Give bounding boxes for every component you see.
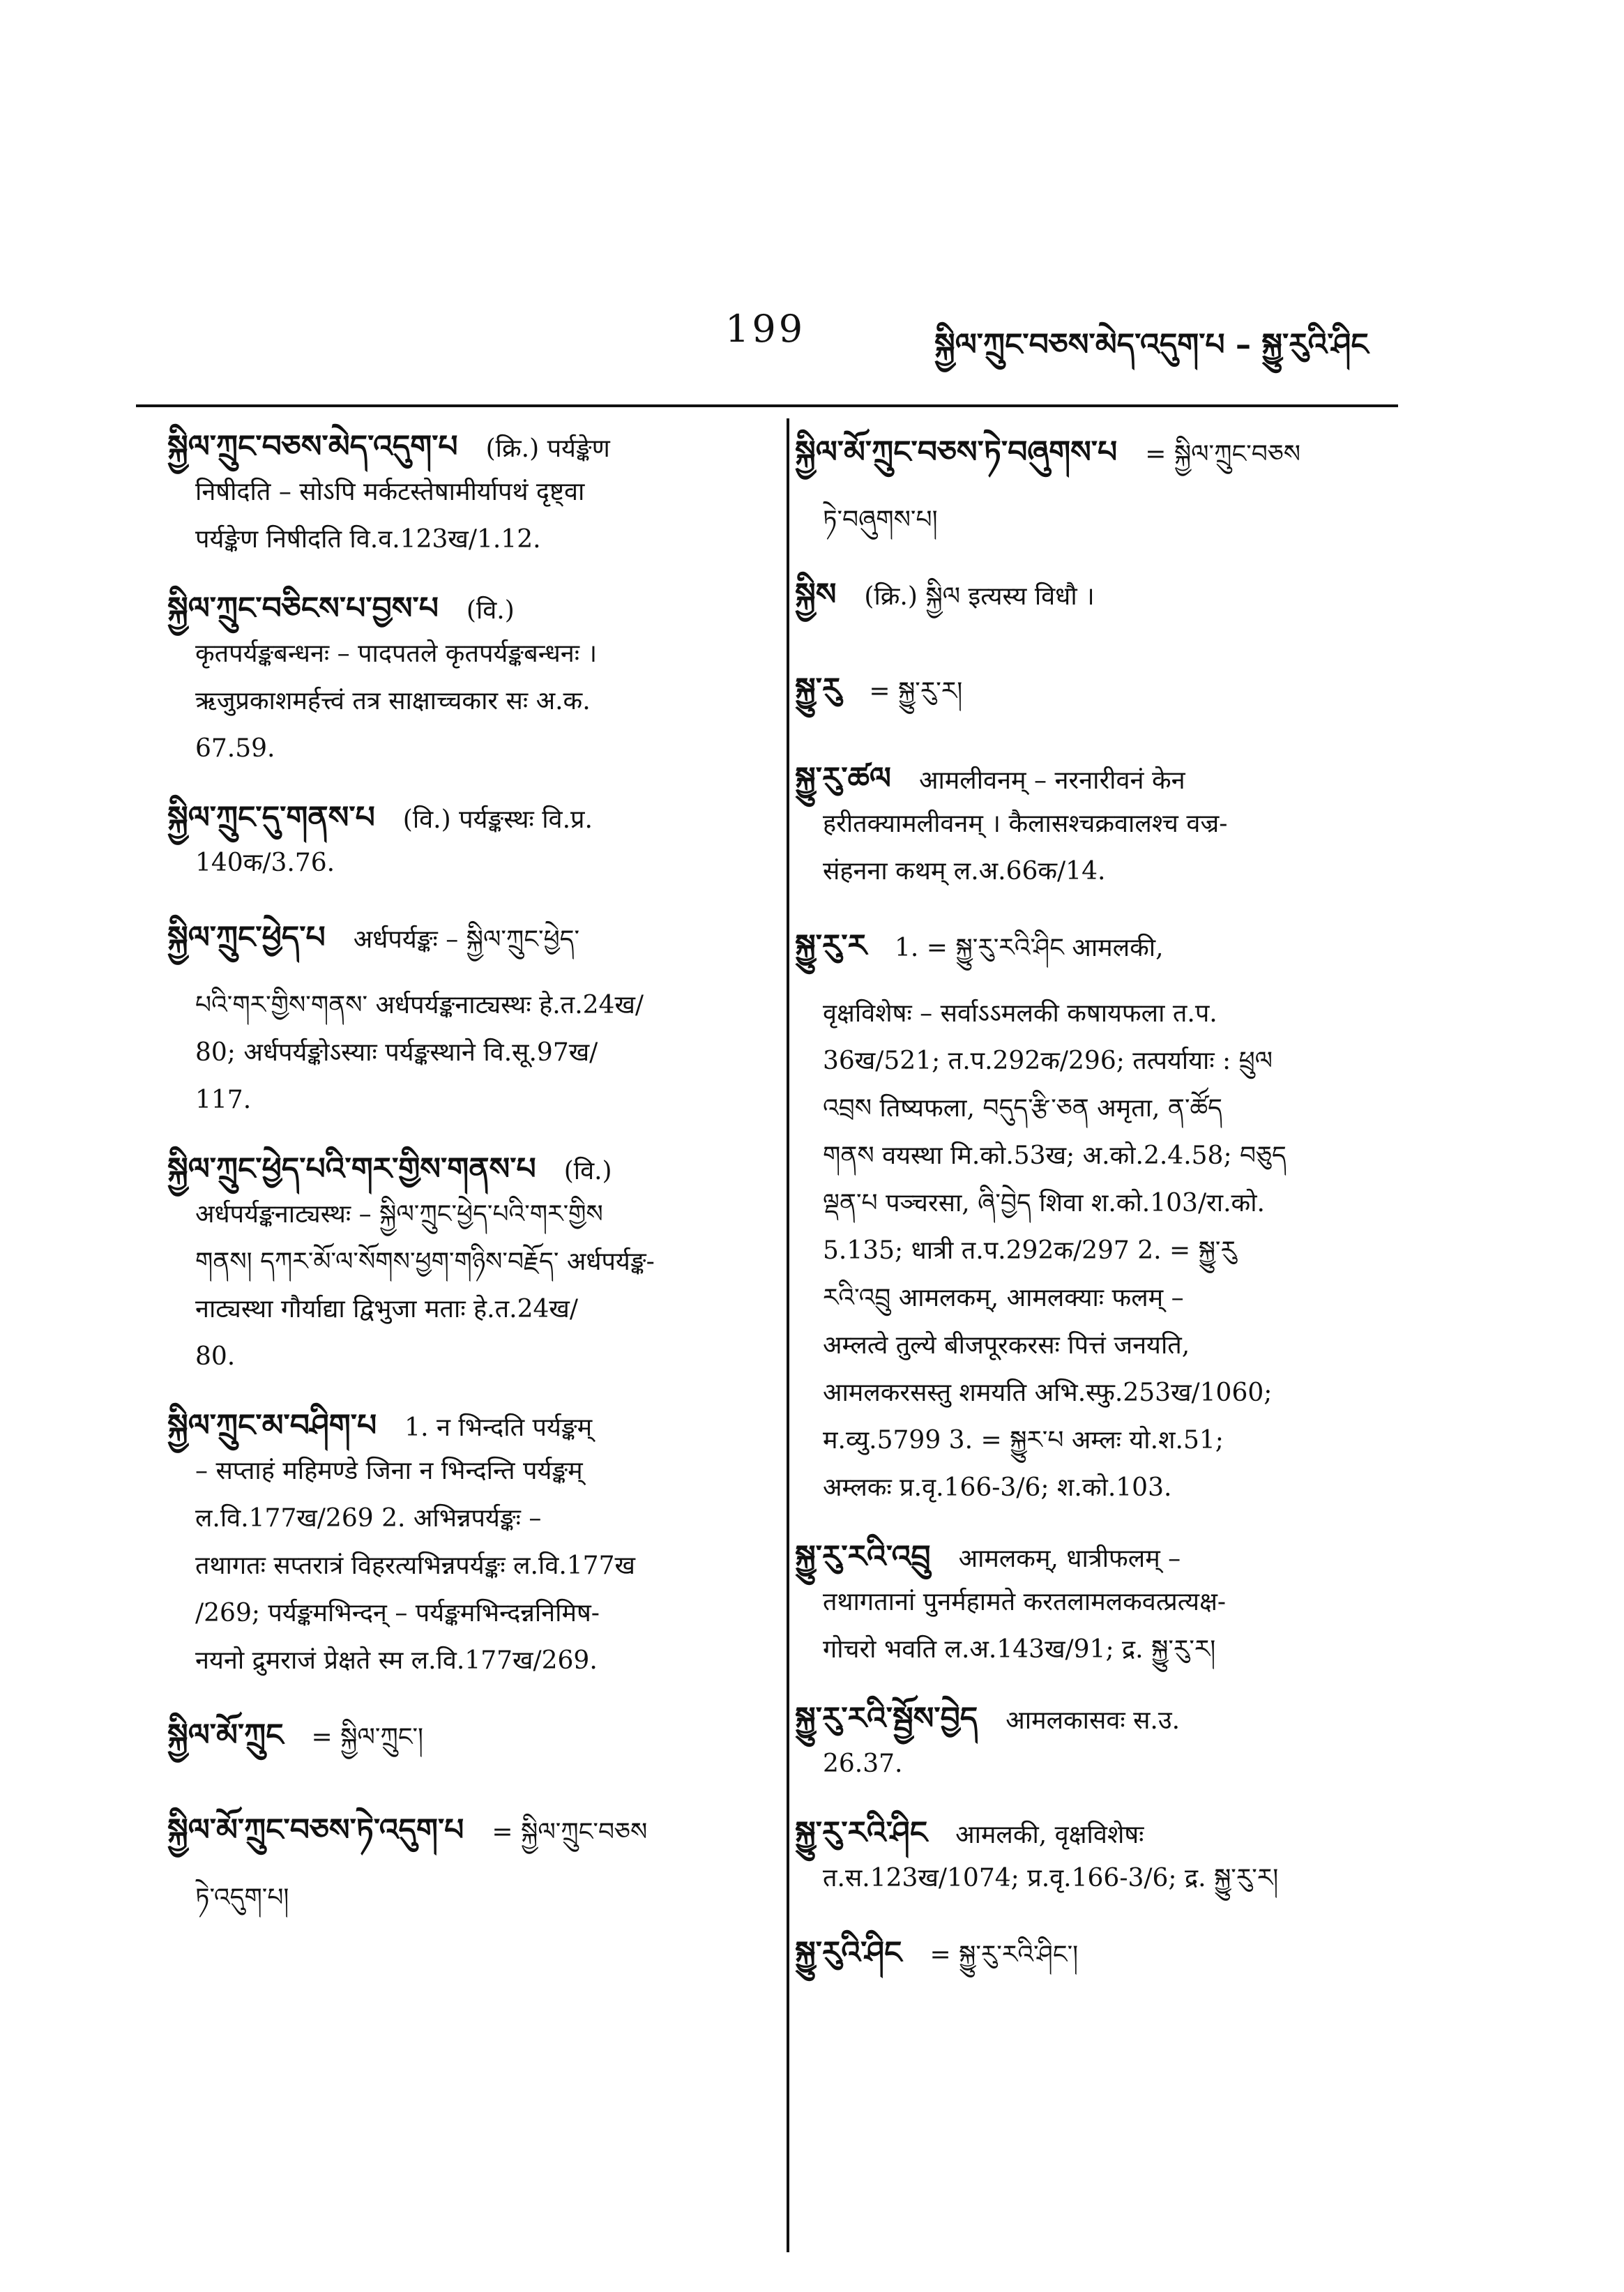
dictionary-entry (167, 587, 781, 773)
entry-head-line (795, 919, 1395, 990)
entry-text-line: ལྡན་པ पञ्चरसा, ཞི་བྱེད शिवा श.को.103/रा.को. (823, 1189, 1265, 1217)
entry-text-line: 80; अर्धपर्यङ्कोऽस्याः पर्यङ्कस्थाने वि.सू.97ख/ (195, 1038, 598, 1067)
headword: སྐྱིལ་ཀྲུང་བཅིངས་པ་བྱས་པ (167, 591, 439, 626)
dictionary-entry (167, 796, 781, 887)
headword: སྐྱིལ་མོ་ཀྲུང་བཅས་ཏེ་བཞུགས་པ (795, 434, 1118, 470)
gloss: (क्रि.) पर्यङ्केण (485, 434, 610, 463)
entry-head-line (795, 1697, 1395, 1740)
entry-text-line: तथागतानां पुनर्महामते करतलामलकवत्प्रत्यक्ष- (823, 1588, 1227, 1616)
headword: སྐྱུ་རུ་རའི་འབྲུ (795, 1539, 931, 1574)
dictionary-entry (795, 568, 1395, 639)
gloss: = སྐྱིལ་ཀྲུང་བཅས (1145, 440, 1301, 469)
entry-head-line (167, 1708, 781, 1779)
headword: སྐྱིལ་ཀྲུང་ཕྱེད་པ (167, 920, 326, 955)
entry-text-line: वृक्षविशेषः – सर्वाऽऽमलकी कषायफला त.प. (823, 999, 1217, 1028)
dictionary-entry (167, 911, 781, 1124)
entry-text-line: 140क/3.76. (195, 849, 335, 877)
dictionary-entry (795, 1697, 1395, 1788)
entry-text-line: अम्लकः प्र.वृ.166-3/6; श.को.103. (823, 1473, 1172, 1502)
dictionary-entry (167, 1708, 781, 1779)
entry-text-line: अर्धपर्यङ्कनाट्यस्थः – སྐྱིལ་ཀྲུང་ཕྱེད་པའི་གར་གྱིས (195, 1200, 603, 1229)
entry-head-line (167, 1148, 781, 1191)
gloss: (वि.) (563, 1157, 612, 1185)
entry-text-line: ཏེ་བཞུགས་པ། (823, 506, 938, 534)
entry-head-line (167, 796, 781, 840)
dictionary-entry (167, 1148, 781, 1381)
entry-text-line: निषीदति – सोऽपि मर्कटस्तेषामीर्यापथं दृष्ट्वा (195, 478, 585, 506)
entry-text-line: གནས वयस्था मि.को.53ख; अ.को.2.4.58; བཅུད (823, 1141, 1287, 1170)
entry-text-line: 80. (195, 1342, 236, 1371)
entry-text-line: 26.37. (823, 1750, 903, 1778)
entry-text-line: गोचरो भवति ल.अ.143ख/91; द्र. སྐྱུ་རུ་ར། (823, 1635, 1216, 1664)
entry-head-line (795, 568, 1395, 639)
dictionary-entry (795, 919, 1395, 1512)
entry-text-line: पर्यङ्केण निषीदति वि.व.123ख/1.12. (195, 525, 541, 554)
headword: སྐྱུ་རུ་ཚལ (795, 761, 891, 796)
headword: སྐྱུ་རུ (795, 671, 842, 707)
entry-head-line (795, 1812, 1395, 1855)
entry-text-line: འབྲས तिष्यफला, བདུད་རྩི་ཅན अमृता, ན་ཚོད (823, 1094, 1222, 1123)
entry-head-line (167, 1803, 781, 1874)
gloss: (वि.) (466, 596, 515, 625)
headword: སྐྱིས (795, 577, 837, 612)
entry-text-line: तथागतः सप्तरात्रं विहरत्यभिन्नपर्यङ्कः ल.वि.177ख (195, 1551, 635, 1580)
entry-text-line: 36ख/521; त.प.292क/296; तत्पर्यायाः : ཕྲུལ (823, 1047, 1273, 1075)
dictionary-entry (167, 425, 781, 563)
entry-head-line (795, 662, 1395, 734)
entry-head-line (167, 587, 781, 630)
page-number: 199 (725, 307, 806, 351)
gloss: = སྐྱུ་རུ་ར། (869, 677, 963, 706)
entry-text-line: कृतपर्यङ्कबन्धनः – पादपतले कृतपर्यङ्कबन्धनः । (195, 639, 598, 668)
gloss: 1. = སྐྱུ་རུ་རའི་ཤིང आमलकी, (895, 934, 1164, 962)
headword: སྐྱུ་རུ་ར (795, 928, 867, 964)
gloss: (क्रि.) སྐྱིལ इत्यस्य विधौ । (864, 582, 1095, 611)
entry-text-line: /269; पर्यङ्कमभिन्दन् – पर्यङ्कमभिन्दन्ननिमिष- (195, 1599, 600, 1627)
entry-text-line: ཏེ་འདུག་པ། (195, 1883, 289, 1912)
dictionary-entry (795, 1812, 1395, 1902)
dictionary-entry (795, 1535, 1395, 1674)
headword: སྐྱིལ་ཀྲུང་བཅས་མེད་འདུག་པ (167, 429, 458, 464)
entry-text-line: 67.59. (195, 734, 275, 763)
gloss: = སྐྱུ་རུ་རའི་ཤིང་། (929, 1941, 1079, 1969)
left-column (167, 425, 781, 1945)
entry-text-line: नाट्यस्था गौर्याद्या द्विभुजा मताः हे.त.24ख/ (195, 1295, 578, 1323)
dictionary-entry (795, 425, 1395, 544)
entry-text-line: अम्लत्वे तुल्ये बीजपूरकरसः पित्तं जनयति, (823, 1331, 1190, 1360)
entry-text-line: म.व्यु.5799 3. = སྐྱུར་པ अम्लः यो.श.51; (823, 1426, 1224, 1455)
entry-text-line: པའི་གར་གྱིས་གནས་ अर्धपर्यङ्कनाट्यस्थः हे.त.24ख/ (195, 991, 644, 1019)
entry-head-line (795, 425, 1395, 496)
entry-head-line (795, 1535, 1395, 1579)
headword: སྐྱུ་རུ་རའི་སྦྱོས་བྱེད (795, 1701, 978, 1736)
top-rule (136, 404, 1398, 407)
headword: སྐྱུ་རུའི་ཤིང (795, 1935, 902, 1971)
gloss: 1. न भिन्दति पर्यङ्कम् (404, 1413, 593, 1442)
gloss: आमलकम्, धात्रीफलम् – (958, 1545, 1181, 1573)
entry-head-line (167, 1404, 781, 1448)
entry-text-line: རའི་འབྲུ आमलकम्, आमलक्याः फलम् – (823, 1284, 1184, 1312)
entry-head-line (795, 1926, 1395, 1997)
right-column (795, 425, 1395, 2021)
entry-text-line: नयनो द्रुमराजं प्रेक्षते स्म ल.वि.177ख/269. (195, 1646, 598, 1675)
headword: སྐྱིལ་ཀྲུང་དུ་གནས་པ (167, 800, 375, 835)
dictionary-entry (167, 1803, 781, 1922)
gloss: आमलकासवः स.उ. (1005, 1706, 1181, 1735)
entry-text-line: त.स.123ख/1074; प्र.वृ.166-3/6; द्र. སྐྱུ་རུ་ར། (823, 1864, 1279, 1892)
gloss: आमलकी, वृक्षविशेषः (955, 1821, 1144, 1849)
gloss: अर्धपर्यङ्कः – སྐྱིལ་ཀྲུང་ཕྱེད་ (353, 925, 580, 954)
entry-head-line (167, 425, 781, 469)
dictionary-entry (167, 1404, 781, 1685)
entry-text-line: संहनना कथम् ल.अ.66क/14. (823, 857, 1106, 886)
headword: སྐྱིལ་ཀྲུང་མ་བཤིག་པ (167, 1408, 377, 1443)
entry-text-line: 117. (195, 1086, 252, 1114)
entry-text-line: आमलकरसस्तु शमयति अभि.स्फु.253ख/1060; (823, 1379, 1273, 1407)
entry-head-line (795, 757, 1395, 800)
dictionary-entry (795, 1926, 1395, 1997)
headword: སྐྱུ་རུ་རའི་ཤིང (795, 1815, 928, 1851)
dictionary-entry (795, 662, 1395, 734)
gloss: = སྐྱིལ་ཀྲུང་བཅས (492, 1818, 648, 1846)
entry-head-line (167, 911, 781, 982)
entry-text-line: ऋजुप्रकाशमर्हत्त्वं तत्र साक्षाच्चकार सः अ.क. (195, 687, 591, 715)
running-head: སྐྱིལ་ཀྲུང་བཅས་མེད་འདུག་པ – སྐྱུ་རུའི་ཤིང (934, 327, 1369, 363)
gloss: = སྐྱིལ་ཀྲུང་། (311, 1723, 424, 1752)
headword: སྐྱིལ་མོ་ཀྲུང (167, 1717, 284, 1753)
dictionary-entry (795, 757, 1395, 895)
entry-text-line: – सप्ताहं महिमण्डे जिना न भिन्दन्ति पर्यङ्कम् (195, 1457, 583, 1485)
column-rule (787, 418, 789, 2252)
headword: སྐྱིལ་ཀྲུང་ཕྱེད་པའི་གར་གྱིས་གནས་པ (167, 1151, 536, 1187)
headword: སྐྱིལ་མོ་ཀྲུང་བཅས་ཏེ་འདུག་པ (167, 1812, 464, 1848)
entry-text-line: གནས། དཀར་མོ་ལ་སོགས་ཕྱག་གཉིས་བརྗོད་ अर्धपर्यङ्क- (195, 1247, 655, 1276)
entry-text-line: ल.वि.177ख/269 2. अभिन्नपर्यङ्कः – (195, 1504, 542, 1533)
entry-text-line: हरीतक्यामलीवनम् । कैलासश्चक्रवालश्च वज्र- (823, 810, 1228, 838)
gloss: आमलीवनम् – नरनारीवनं केन (918, 766, 1185, 795)
gloss: (वि.) पर्यङ्कस्थः वि.प्र. (402, 805, 593, 834)
entry-text-line: 5.135; धात्री त.प.292क/297 2. = སྐྱུ་རུ (823, 1236, 1236, 1265)
